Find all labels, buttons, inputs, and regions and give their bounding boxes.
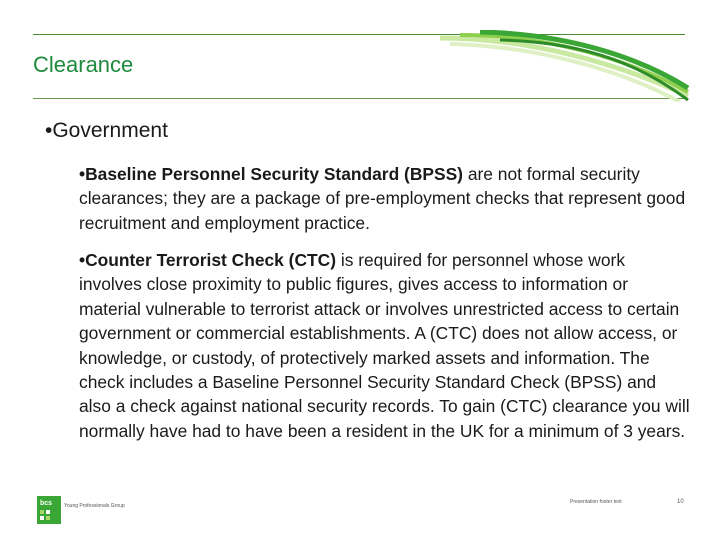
footer-group-text: Young Professionals Group	[64, 503, 125, 509]
bullet-government: •Government	[45, 119, 168, 142]
paragraph-ctc-heading: •Counter Terrorist Check (CTC)	[79, 250, 336, 270]
paragraph-bpss-heading: •Baseline Personnel Security Standard (BPSS)	[79, 164, 463, 184]
paragraph-ctc	[79, 248, 691, 443]
green-swoosh-decoration	[440, 30, 690, 102]
footer-presentation-text: Presentation footer text	[570, 499, 622, 505]
slide-title: Clearance	[33, 52, 134, 77]
paragraph-ctc-text: is required for personnel whose work involves close proximity to public figures, gives access to information or material vulnerable to terrorist attack or involves unrestricted access to certain government or commercial establishments. A (CTC) does not allow access, or knowledge, or custody, of protectively marked assets and information. The check includes a Baseline Personnel Security Standard Check (BPSS) and also a check against national security records. To gain (CTC) clearance you will normally have had to have been a resident in the UK for a minimum of 3 years.	[79, 250, 690, 441]
paragraph-bpss-text: are not formal security clearances; they are a package of pre-employment checks that represent good recruitment and employment practice.	[79, 164, 686, 233]
bcs-logo-text: bcs	[40, 500, 53, 507]
bcs-logo	[37, 496, 61, 524]
page-number: 10	[677, 499, 684, 505]
paragraph-bpss	[79, 162, 691, 235]
